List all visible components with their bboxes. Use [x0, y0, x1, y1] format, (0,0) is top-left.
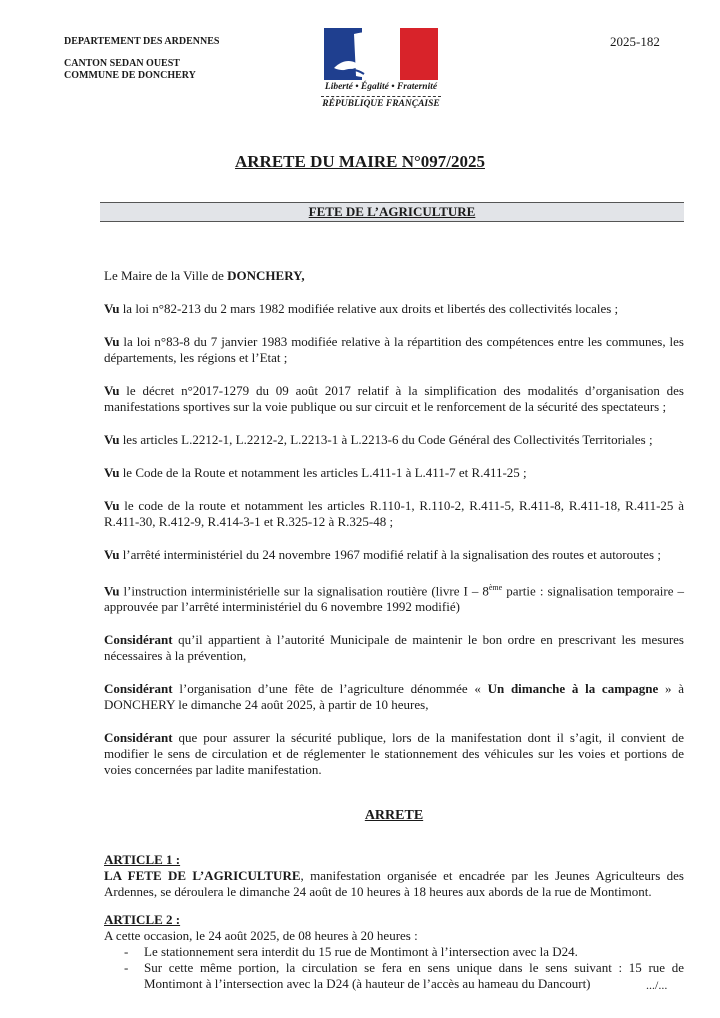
- canton-name: CANTON SEDAN OUEST: [64, 58, 180, 69]
- logo-divider: [321, 96, 441, 97]
- vu-clause: Vu le code de la route et notamment les articles R.110-1, R.110-2, R.411-5, R.411-8, R.411-18, R.411-25 à R.411-30, R.412-9, R.414-3-1 et R.325-12 à R.325-48 ;: [104, 498, 684, 529]
- subject-banner: [100, 202, 684, 222]
- marianne-emblem-icon: [324, 28, 438, 80]
- department-name: DEPARTEMENT DES ARDENNES: [64, 36, 220, 47]
- article-1-title: ARTICLE 1 :: [104, 852, 181, 868]
- intro-line: Le Maire de la Ville de DONCHERY,: [104, 268, 305, 283]
- vu-clause: Vu le Code de la Route et notamment les articles L.411-1 à L.411-7 et R.411-25 ;: [104, 465, 527, 480]
- decree-title: ARRETE DU MAIRE N°097/2025: [234, 152, 485, 171]
- considerant-clause: Considérant l’organisation d’une fête de l’agriculture dénommée « Un dimanche à la campagne » à DONCHERY le dimanche 24 août 2025, à partir de 10 heures,: [104, 681, 685, 713]
- town-name: DONCHERY,: [227, 268, 305, 283]
- vu-clause: Vu la loi n°82-213 du 2 mars 1982 modifiée relative aux droits et libertés des collectivités locales ;: [104, 301, 619, 316]
- considerant-clause: Considérant que pour assurer la sécurité publique, lors de la manifestation dont il s’agit, il convient de modifier le sens de circulation et de réglementer le stationnement des véhicules sur les voies et portions de voies concernées par ladite manifestation.: [104, 730, 684, 778]
- arrete-heading: ARRETE: [364, 808, 424, 824]
- vu-clause: Vu l’arrêté interministériel du 24 novembre 1967 modifié relatif à la signalisation des routes et autoroutes ;: [104, 547, 661, 562]
- vu-clause: Vu les articles L.2212-1, L.2212-2, L.2213-1 à L.2213-6 du Code Général des Collectivités Territoriales ;: [104, 432, 653, 447]
- list-item: - Le stationnement sera interdit du 15 rue de Montimont à l’intersection avec la D24.: [124, 944, 684, 960]
- republic-name: RÉPUBLIQUE FRANÇAISE: [322, 99, 440, 109]
- commune-name: COMMUNE DE DONCHERY: [64, 70, 196, 81]
- article-1-text: LA FETE DE L’AGRICULTURE, manifestation organisée et encadrée par les Jeunes Agriculteurs des Ardennes, se déroulera le dimanche 24 août de 10 heures à 18 heures aux abords de la rue de Montimont.: [104, 868, 684, 900]
- page-continuation: .../...: [646, 978, 668, 992]
- document-reference: 2025-182: [610, 34, 660, 49]
- issuer-block: [64, 36, 219, 82]
- vu-clause: Vu la loi n°83-8 du 7 janvier 1983 modifiée relative à la répartition des compétences entre les communes, les départements, les régions et l’Etat ;: [104, 334, 684, 365]
- considerant-clause: Considérant qu’il appartient à l’autorité Municipale de maintenir le bon ordre en prescrivant les mesures nécessaires à la prévention,: [104, 632, 684, 664]
- subject-banner-text: FETE DE L’AGRICULTURE: [308, 204, 476, 219]
- event-name: Un dimanche à la campagne: [487, 681, 659, 697]
- vu-clause: Vu l’instruction interministérielle sur la signalisation routière (livre I – 8ème partie : signalisation temporaire – approuvée par l’arrêté interministériel du 6 novembre 1992 modifié): [104, 583, 684, 615]
- decree-body: [104, 268, 684, 992]
- article-2-intro: A cette occasion, le 24 août 2025, de 08 heures à 20 heures :: [104, 928, 418, 944]
- vu-clause: Vu le décret n°2017-1279 du 09 août 2017 relatif à la simplification des modalités d’organisation des manifestations sportives sur la voie publique ou sur circuit et le renforcement de la sécurité des spectateurs ;: [104, 383, 684, 414]
- article-2-title: ARTICLE 2 :: [104, 912, 181, 928]
- marianne-logo: [316, 28, 446, 109]
- list-item: - Sur cette même portion, la circulation se fera en sens unique dans le sens suivant : 15 rue de Montimont à l’intersection avec la D24 (à hauteur de l’accès au hameau du Dancourt): [124, 960, 684, 992]
- article-2-list: [104, 944, 684, 992]
- republic-motto: Liberté • Égalité • Fraternité: [324, 82, 438, 92]
